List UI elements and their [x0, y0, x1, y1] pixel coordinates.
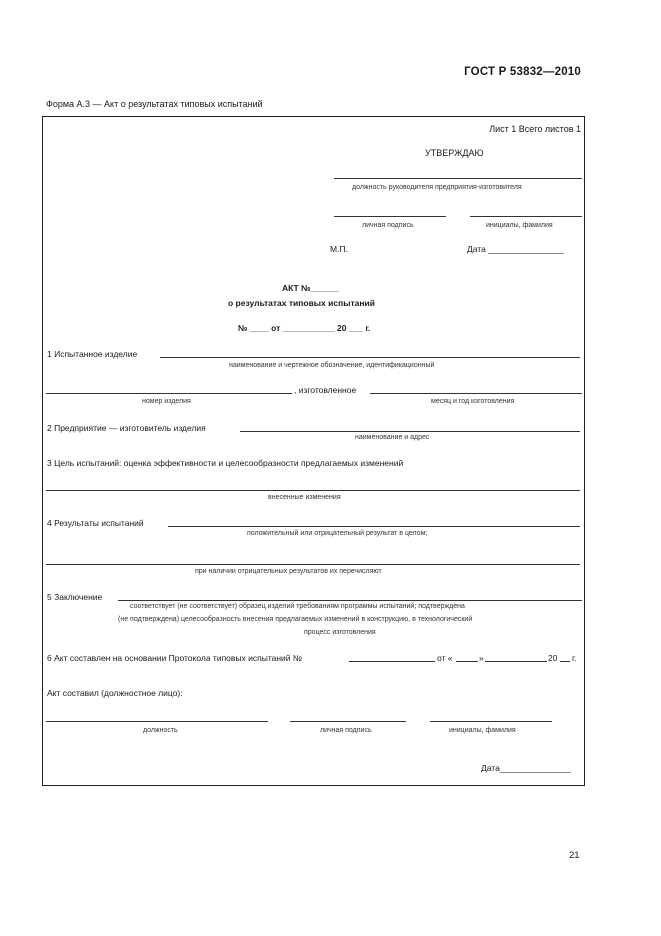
composer-position-line	[46, 721, 268, 722]
page-number: 21	[569, 850, 580, 861]
protocol-day-line	[456, 661, 478, 662]
position-hint: должность	[143, 727, 178, 734]
item2-hint: наименование и адрес	[355, 434, 430, 441]
protocol-number-line	[349, 661, 435, 662]
item6-from: от «	[437, 653, 453, 663]
composer-signature-line	[290, 721, 406, 722]
head-position-line	[334, 178, 582, 179]
approve-heading: УТВЕРЖДАЮ	[425, 148, 484, 158]
item1-line	[160, 357, 580, 358]
item4-hint-2: при наличии отрицательных результатов их перечисляют	[195, 568, 382, 575]
signature-hint-2: личная подпись	[320, 727, 372, 734]
month-year-hint: месяц и год изготовления	[431, 398, 515, 405]
item2-label: 2 Предприятие — изготовитель изделия	[47, 423, 206, 433]
item5-hint-2: (не подтверждена) целесообразность внесения предлагаемых изменений в конструкцию, в технологический	[118, 616, 473, 623]
item5-line	[118, 600, 582, 601]
item2-line	[240, 431, 580, 432]
act-subtitle: о результатах типовых испытаний	[228, 298, 375, 308]
item5-hint-1: соответствует (не соответствует) образец изделий требованиям программы испытаний; подтверждена	[130, 603, 465, 610]
standard-number: ГОСТ Р 53832—2010	[464, 66, 581, 78]
item1-label: 1 Испытанное изделие	[47, 349, 138, 359]
sheet-info: Лист 1 Всего листов 1	[489, 124, 581, 134]
manufactured-label: , изготовленное	[294, 385, 357, 395]
item6-label: 6 Акт составлен на основании Протокола типовых испытаний №	[47, 653, 303, 663]
footer-date: Дата_______________	[481, 763, 571, 773]
initials-hint-2: инициалы, фамилия	[449, 727, 516, 734]
item6-g: г.	[572, 653, 577, 663]
form-caption: Форма А.3 — Акт о результатах типовых испытаний	[46, 99, 263, 109]
signature-line	[334, 216, 446, 217]
act-number-date: № ____ от ___________ 20 ___ г.	[238, 323, 371, 333]
composer-label: Акт составил (должностное лицо):	[47, 688, 183, 698]
item5-label: 5 Заключение	[47, 592, 103, 602]
item3-label: 3 Цель испытаний: оценка эффективности и целесообразности предлагаемых изменений	[47, 458, 404, 468]
item1-hint: наименование и чертежное обозначение, идентификационный	[229, 362, 435, 369]
signature-hint: личная подпись	[362, 222, 414, 229]
composer-initials-line	[430, 721, 552, 722]
protocol-year-line	[560, 661, 570, 662]
item6-year: 20	[548, 653, 558, 663]
protocol-month-line	[485, 661, 547, 662]
stamp-label: М.П.	[330, 244, 348, 254]
item4-line-2	[46, 564, 580, 565]
head-position-hint: должность руководителя предприятия-изготовителя	[352, 184, 522, 191]
item4-line	[168, 526, 580, 527]
item-number-hint: номер изделия	[142, 398, 191, 405]
approval-date: Дата ________________	[467, 244, 564, 254]
item4-hint: положительный или отрицательный результат в целом;	[247, 530, 428, 537]
item5-hint-3: процесс изготовления	[304, 629, 376, 636]
initials-hint: инициалы, фамилия	[486, 222, 553, 229]
item3-line	[46, 490, 580, 491]
item3-hint: внесенные изменения	[268, 494, 341, 501]
item6-quote: »	[479, 653, 484, 663]
initials-line	[470, 216, 582, 217]
item4-label: 4 Результаты испытаний	[47, 518, 144, 528]
item-number-line	[46, 393, 292, 394]
manufacture-date-line	[370, 393, 582, 394]
act-title: АКТ №______	[282, 283, 339, 293]
